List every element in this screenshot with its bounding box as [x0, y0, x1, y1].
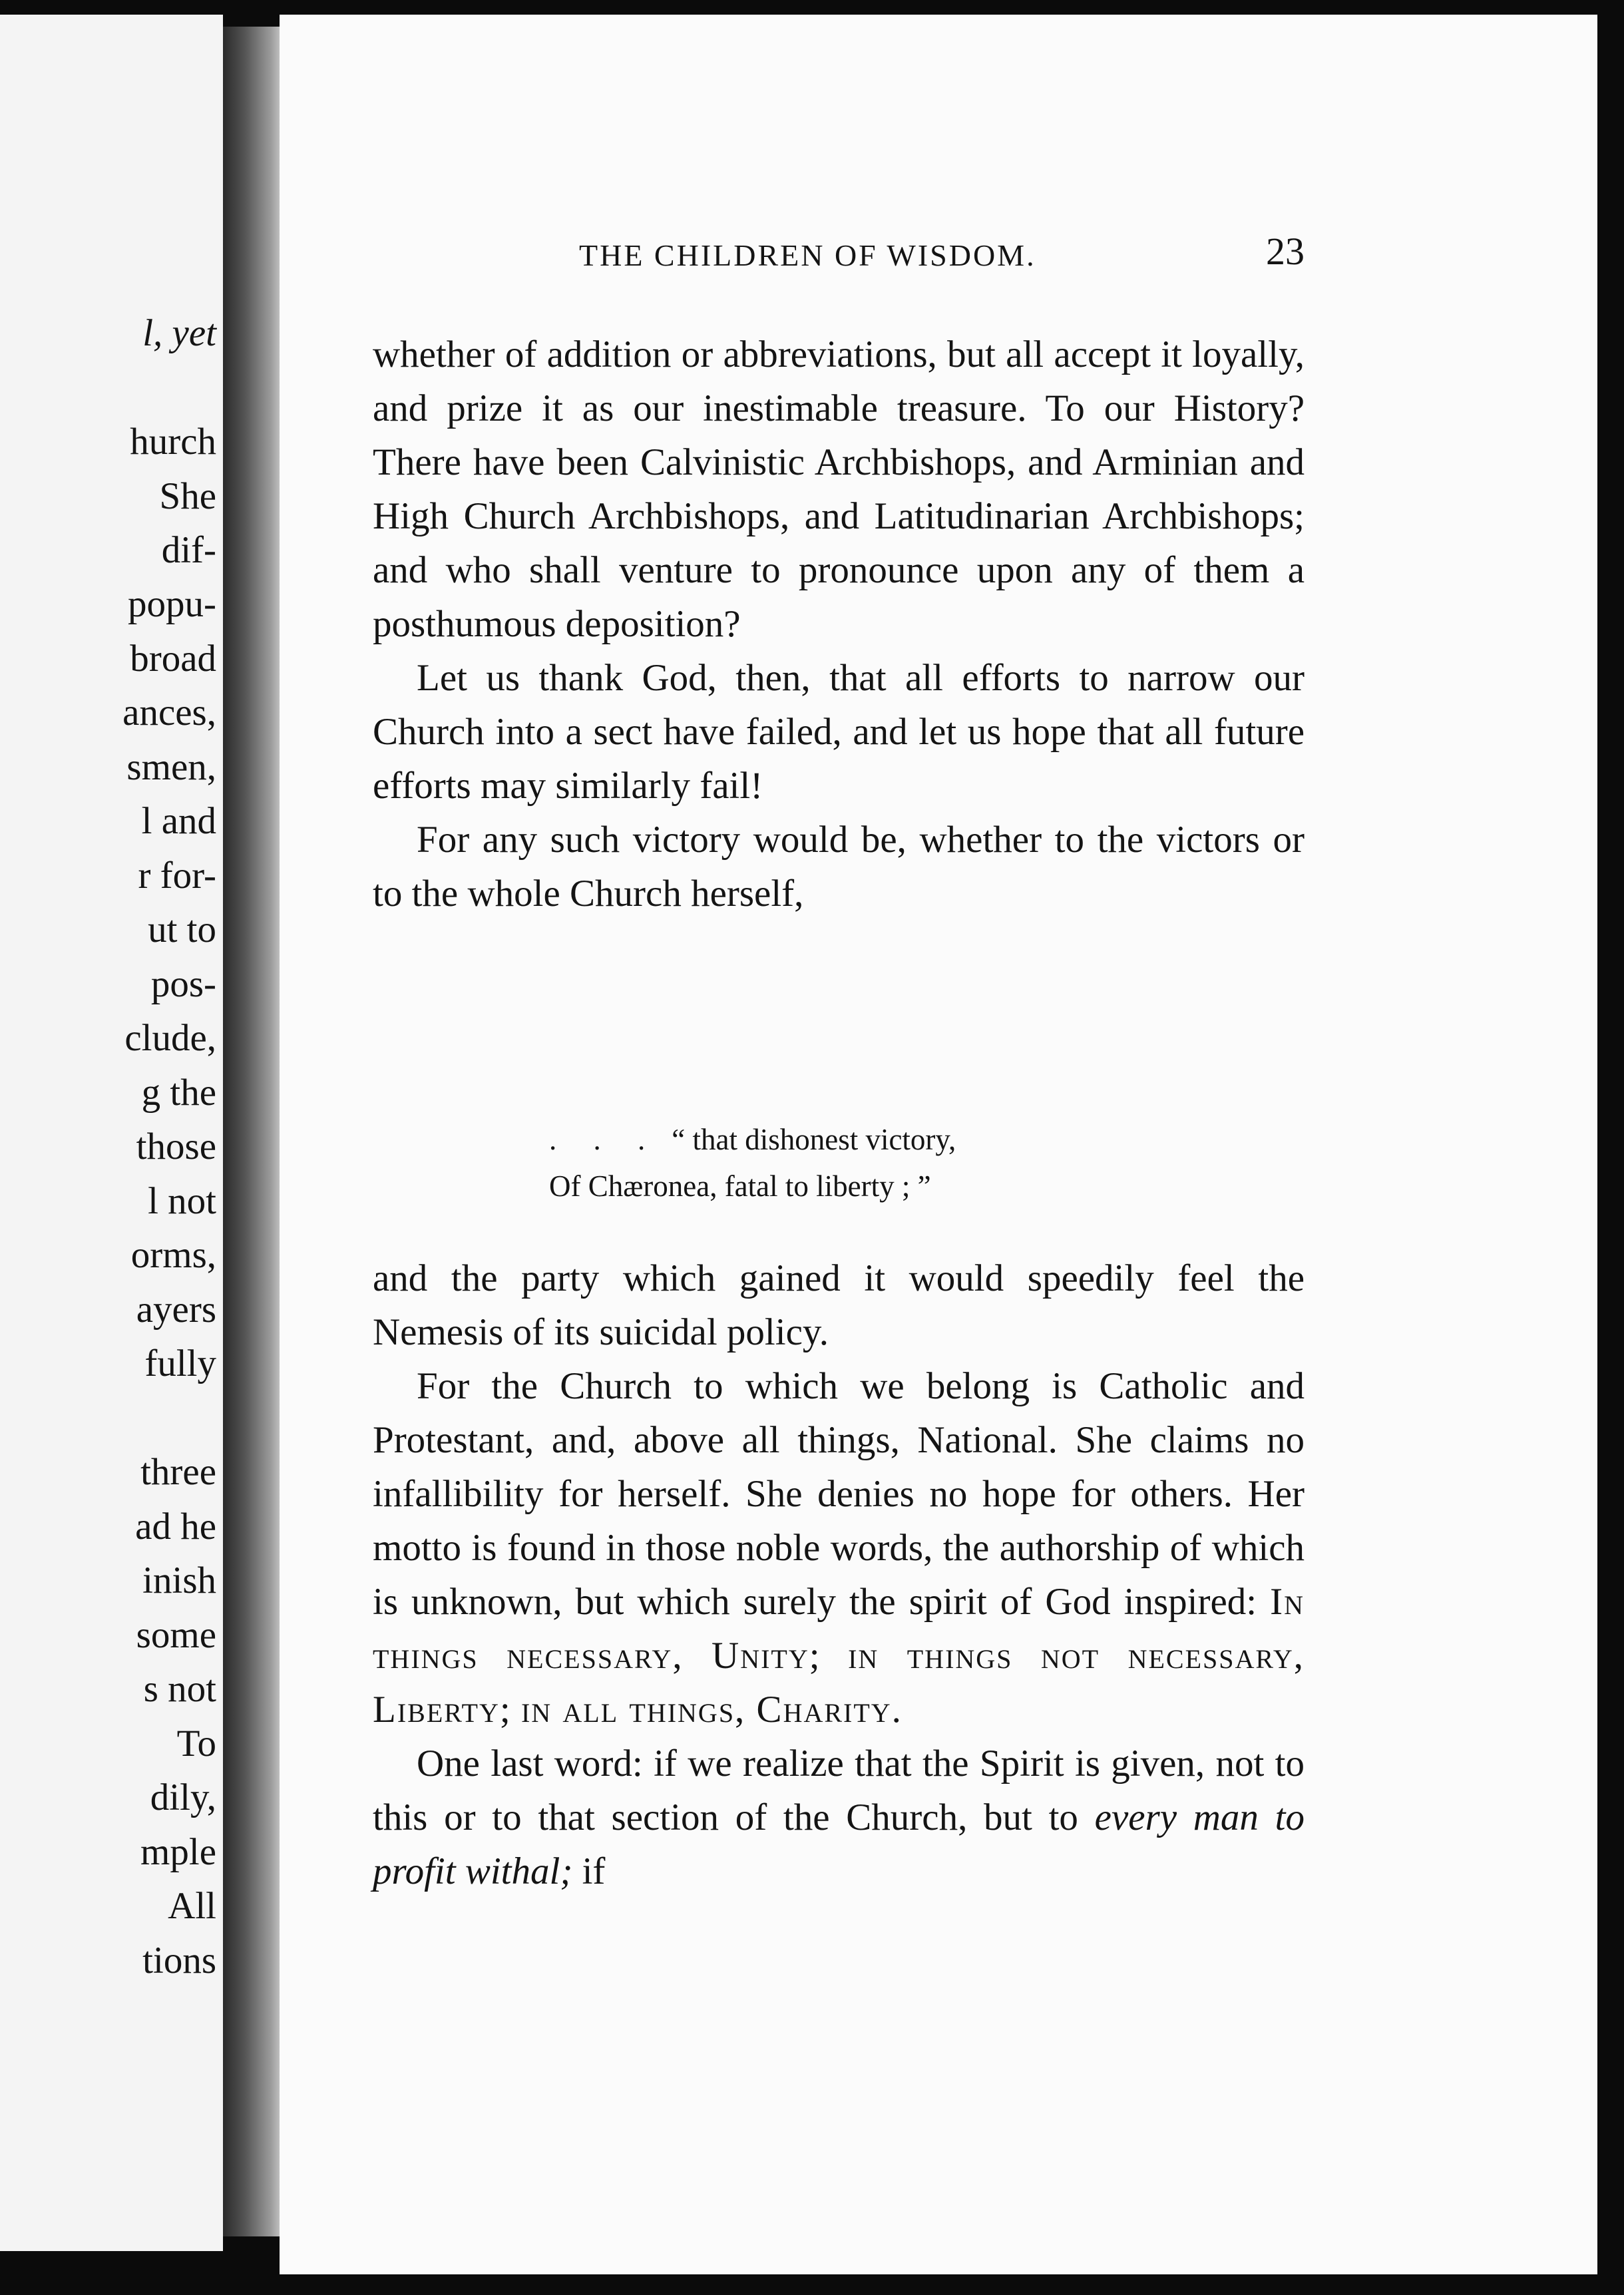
- facing-page-line: broad: [130, 638, 216, 680]
- facing-page-line: s not: [143, 1668, 216, 1710]
- facing-page-line: mple: [140, 1831, 216, 1873]
- motto-charity: in all things, Charity.: [520, 1689, 903, 1731]
- facing-page-line: ayers: [136, 1289, 216, 1331]
- gutter-shadow: [223, 27, 286, 2236]
- facing-page-line: clude,: [124, 1017, 216, 1059]
- body-text-continued: [373, 1251, 1305, 1898]
- facing-page-line: smen,: [126, 746, 216, 788]
- paragraph-1: whether of addition or abbreviations, but all accept it loyally, and prize it as our inestimable treasure. To our History? There have been Calvinistic Archbishops, and Arminian and High Church Archbishops, and Latitudinarian Archbishops; and who shall venture to pronounce upon any of them a posthumous deposition?: [373, 333, 1305, 645]
- facing-page-line: orms,: [130, 1234, 216, 1276]
- verse-ellipsis: . . .: [549, 1123, 660, 1156]
- paragraph-2: Let us thank God, then, that all efforts to narrow our Church into a sect have failed, and let us hope that all future efforts may similarly fail!: [373, 657, 1305, 807]
- facing-page-line: ad he: [135, 1506, 216, 1548]
- facing-page-line: l and: [141, 800, 216, 842]
- verse-quotation: [373, 1116, 1305, 1209]
- facing-page-line: popu-: [128, 583, 216, 625]
- facing-page-line: dif-: [161, 529, 216, 571]
- facing-page-line: inish: [142, 1560, 216, 1601]
- verse-line-1: [373, 1116, 1305, 1163]
- facing-page-line: ances,: [122, 692, 216, 733]
- verse-line-2: Of Chæronea, fatal to liberty ; ”: [549, 1169, 931, 1203]
- facing-page-line: ut to: [148, 909, 216, 950]
- facing-page-line: hurch: [130, 421, 216, 463]
- facing-page-line: dily,: [150, 1776, 216, 1818]
- running-head: THE CHILDREN OF WISDOM.: [579, 238, 1036, 272]
- facing-page-line: pos-: [150, 963, 216, 1005]
- paragraph-6-italic: every man to profit withal;: [373, 1796, 1305, 1892]
- paragraph-5-text: For the Church to which we belong is Catholic and Protestant, and, above all things, National. She claims no infallibility for herself. She denies no hope for others. Her motto is found in those noble words, the authorship of which is unknown, but which surely the spirit of God inspired:: [373, 1365, 1305, 1623]
- facing-page-fragment: [0, 15, 223, 2251]
- motto-liberty: in things not necessary, Liberty;: [373, 1635, 1305, 1731]
- facing-page-line: To: [176, 1723, 216, 1765]
- paragraph-6: [373, 1737, 1305, 1898]
- facing-page-line: tions: [142, 1940, 216, 1982]
- facing-page-line: fully: [144, 1343, 216, 1384]
- book-page: [280, 15, 1597, 2274]
- facing-page-line: l, yet: [142, 312, 216, 354]
- paragraph-6-text: One last word: if we realize that the Spirit is given, not to this or to that section of the Church, but to: [373, 1743, 1305, 1838]
- paragraph-6-end: if: [582, 1850, 606, 1892]
- facing-page-line: some: [136, 1614, 216, 1656]
- verse-line-1-text: “ that dishonest victory,: [672, 1123, 956, 1156]
- facing-page-line: three: [140, 1451, 216, 1493]
- facing-page-line: All: [168, 1885, 216, 1927]
- facing-page-line: She: [159, 475, 216, 517]
- facing-page-line: those: [136, 1126, 216, 1167]
- page-number: 23: [1266, 230, 1305, 273]
- facing-page-line: g the: [141, 1072, 216, 1114]
- motto-unity: In things necessary, Unity;: [373, 1581, 1305, 1677]
- facing-page-line: l not: [148, 1180, 216, 1222]
- paragraph-3: For any such victory would be, whether to the victors or to the whole Church herself,: [373, 819, 1305, 915]
- body-text: [373, 327, 1305, 921]
- paragraph-5: [373, 1359, 1305, 1737]
- paragraph-4: and the party which gained it would speedily feel the Nemesis of its suicidal policy.: [373, 1257, 1305, 1353]
- facing-page-line: r for-: [138, 855, 216, 897]
